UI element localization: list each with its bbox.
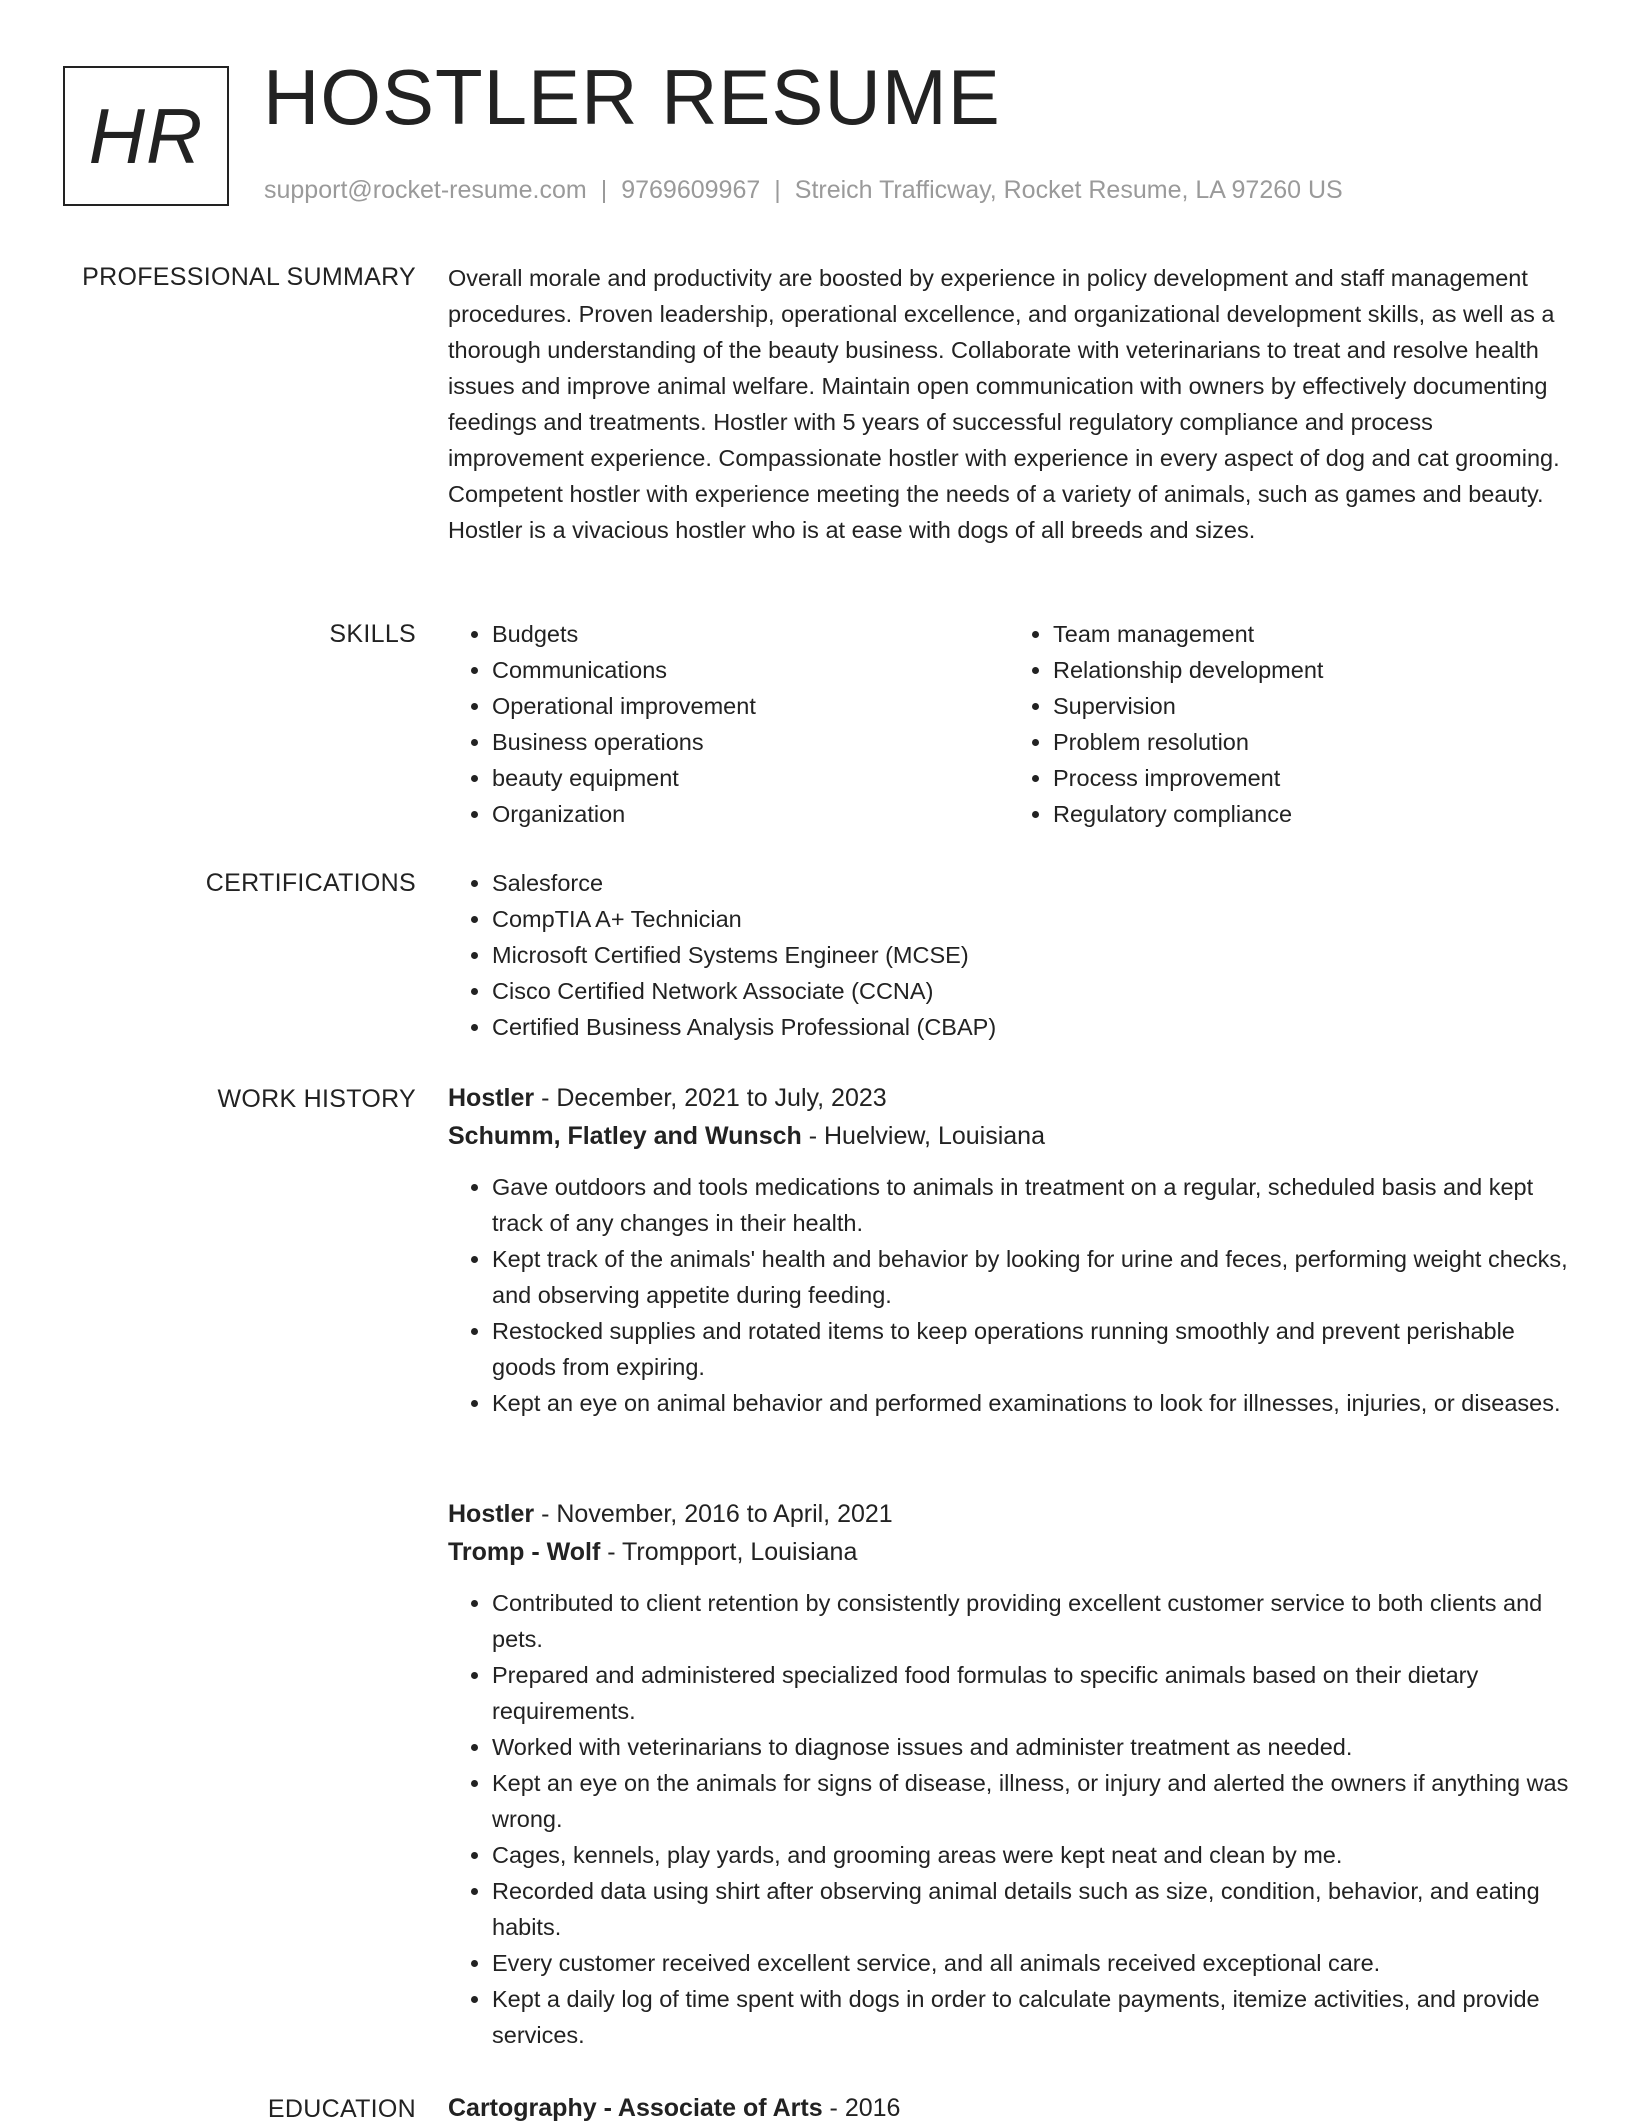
summary-text: Overall morale and productivity are boosted by experience in policy development and staff management procedures. Proven leadership, operational excellence, and organizational development skills, as well as a thorough understanding of the beauty business. Collaborate with veterinarians to treat and resolve health issues and improve animal welfare. Maintain open communication with owners by effectively documenting feedings and treatments. Hostler with 5 years of successful regulatory compliance and process improvement experience. Compassionate hostler with experience in every aspect of dog and cat grooming. Competent hostler with experience meeting the needs of a variety of animals, such as games and beauty. Hostler is a vivacious hostler who is at ease with dogs of all breeds and sizes. xyxy=(448,265,1560,543)
education-entry xyxy=(448,2089,1570,2127)
job-location: - Huelview, Louisiana xyxy=(801,1122,1045,1150)
job-company: Schumm, Flatley and Wunsch xyxy=(448,1122,802,1150)
job-title-line xyxy=(448,1079,1570,1117)
contact-email[interactable]: support@rocket-resume.com xyxy=(264,176,587,204)
list-item: • Worked with veterinarians to diagnose issues and administer treatment as needed. xyxy=(492,1729,1570,1765)
list-item: • Certified Business Analysis Professional (CBAP) xyxy=(492,1009,1570,1045)
job-title: Hostler xyxy=(448,1084,535,1112)
job-title-line xyxy=(448,1495,1570,1533)
job-title: Hostler xyxy=(448,1500,535,1528)
summary-body xyxy=(448,260,1570,548)
list-item: • Prepared and administered specialized food formulas to specific animals based on their dietary requirements. xyxy=(492,1657,1570,1729)
skills-column-right xyxy=(1009,616,1570,832)
contact-separator: | xyxy=(600,176,608,204)
job-duties xyxy=(448,1169,1570,1421)
job-company: Tromp - Wolf xyxy=(448,1538,601,1566)
list-item: • Problem resolution xyxy=(1053,724,1570,760)
list-item: • CompTIA A+ Technician xyxy=(492,901,1570,937)
contact-address: Streich Trafficway, Rocket Resume, LA 97260 US xyxy=(794,176,1343,204)
job-duties xyxy=(448,1585,1570,2053)
list-item: • Kept an eye on the animals for signs of disease, illness, or injury and alerted the owners if anything was wrong. xyxy=(492,1765,1570,1837)
list-item: • Restocked supplies and rotated items to keep operations running smoothly and prevent perishable goods from expiring. xyxy=(492,1313,1570,1385)
job-entry xyxy=(448,1079,1570,1421)
list-item: • Salesforce xyxy=(492,865,1570,901)
list-item: • beauty equipment xyxy=(492,760,1009,796)
summary-heading: PROFESSIONAL SUMMARY xyxy=(82,263,416,291)
monogram-logo: HR xyxy=(63,66,229,206)
certifications-heading: CERTIFICATIONS xyxy=(205,869,416,897)
list-item: • Cisco Certified Network Associate (CCNA) xyxy=(492,973,1570,1009)
list-item: • Business operations xyxy=(492,724,1009,760)
certifications-list xyxy=(448,865,1570,1045)
list-item: • Kept an eye on animal behavior and performed examinations to look for illnesses, injuries, or diseases. xyxy=(492,1385,1570,1421)
list-item: • Organization xyxy=(492,796,1009,832)
contact-line xyxy=(264,176,1343,205)
job-dates: - November, 2016 to April, 2021 xyxy=(534,1500,893,1528)
skills-column-left xyxy=(448,616,1009,832)
list-item: • Cages, kennels, play yards, and grooming areas were kept neat and clean by me. xyxy=(492,1837,1570,1873)
list-item: • Every customer received excellent service, and all animals received exceptional care. xyxy=(492,1945,1570,1981)
list-item: • Kept a daily log of time spent with dogs in order to calculate payments, itemize activities, and provide services. xyxy=(492,1981,1570,2053)
list-item: • Regulatory compliance xyxy=(1053,796,1570,832)
contact-phone[interactable]: 9769609967 xyxy=(621,176,761,204)
job-company-line xyxy=(448,1117,1570,1155)
job-entry xyxy=(448,1495,1570,2053)
list-item: • Kept track of the animals' health and behavior by looking for urine and feces, performing weight checks, and observing appetite during feeding. xyxy=(492,1241,1570,1313)
skills-list xyxy=(448,616,1570,832)
work-history-heading: WORK HISTORY xyxy=(217,1085,416,1113)
education-line xyxy=(448,2089,1570,2127)
list-item: • Contributed to client retention by consistently providing excellent customer service to both clients and pets. xyxy=(492,1585,1570,1657)
job-location: - Trompport, Louisiana xyxy=(600,1538,858,1566)
list-item: • Supervision xyxy=(1053,688,1570,724)
list-item: • Recorded data using shirt after observing animal details such as size, condition, behavior, and eating habits. xyxy=(492,1873,1570,1945)
list-item: • Operational improvement xyxy=(492,688,1009,724)
education-year: - 2016 xyxy=(822,2094,901,2122)
skills-heading: SKILLS xyxy=(329,620,416,648)
list-item: • Microsoft Certified Systems Engineer (MCSE) xyxy=(492,937,1570,973)
list-item: • Budgets xyxy=(492,616,1009,652)
list-item: • Relationship development xyxy=(1053,652,1570,688)
job-dates: - December, 2021 to July, 2023 xyxy=(534,1084,887,1112)
list-item: • Team management xyxy=(1053,616,1570,652)
resume-title: HOSTLER RESUME xyxy=(263,53,1001,141)
education-degree: Cartography - Associate of Arts xyxy=(448,2094,823,2122)
list-item: • Communications xyxy=(492,652,1009,688)
contact-separator: | xyxy=(774,176,781,204)
list-item: • Gave outdoors and tools medications to animals in treatment on a regular, scheduled basis and kept track of any changes in their health. xyxy=(492,1169,1570,1241)
education-heading: EDUCATION xyxy=(267,2095,416,2123)
list-item: • Process improvement xyxy=(1053,760,1570,796)
job-company-line xyxy=(448,1533,1570,1571)
